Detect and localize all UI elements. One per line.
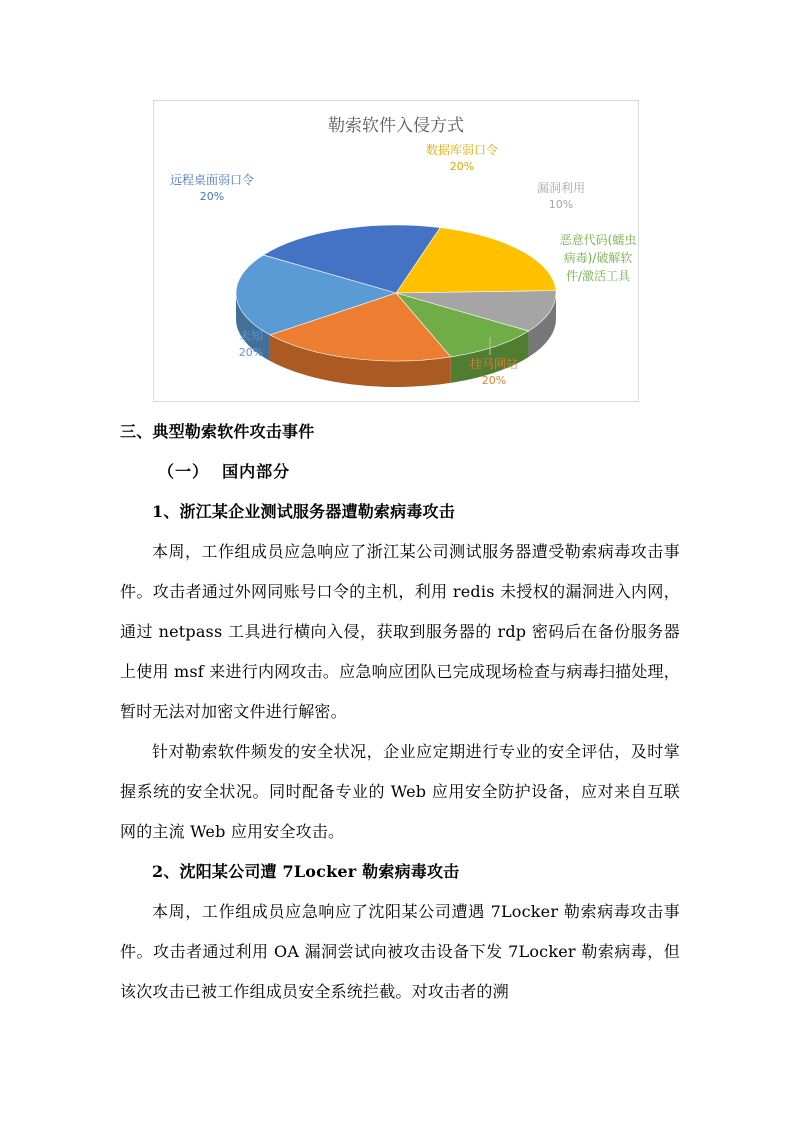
incident1-paragraph-2: 针对勒索软件频发的安全状况，企业应定期进行专业的安全评估，及时掌握系统的安全状况。同时配备专业的 Web 应用安全防护设备，应对来自互联网的主流 Web 应用安全攻击。 (120, 742, 680, 841)
label-text: 漏洞利用 (536, 181, 585, 195)
chart-title: 勒索软件入侵方式 (328, 116, 464, 136)
incident1-title: 1、浙江某企业测试服务器遭勒索病毒攻击 (152, 502, 455, 521)
label-text: 未知 (238, 329, 263, 343)
incident2-paragraph-1: 本周，工作组成员应急响应了沈阳某公司遭遇 7Locker 勒索病毒攻击事件。攻击者通过利用 OA 漏洞尝试向被攻击设备下发 7Locker 勒索病毒，但该次攻击已被工作组成员安全系统拦截。对攻击者的溯 (120, 902, 680, 1001)
label-text: 远程桌面弱口令 (169, 173, 254, 187)
label-text: 挂马网站 (469, 357, 518, 371)
label-rdp-weak-password (162, 171, 262, 205)
label-db-weak-password (407, 141, 517, 175)
label-pct: 20% (481, 374, 507, 387)
incident1-paragraph-1: 本周，工作组成员应急响应了浙江某公司测试服务器遭受勒索病毒攻击事件。攻击者通过外网同账号口令的主机，利用 redis 未授权的漏洞进入内网，通过 netpass 工具进行横向入侵，获取到服务器的 rdp 密码后在备份服务器上使用 msf 来进行内网攻击。应急响应团队已完成现场检查与病毒扫描处理，暂时无法对加密文件进行解密。 (120, 542, 680, 721)
label-malware (556, 231, 640, 285)
pie-chart (153, 100, 639, 402)
label-pct: 20% (449, 160, 475, 173)
label-text: 恶意代码(蠕虫病毒)/破解软件/激活工具 (559, 233, 637, 283)
label-hijacked-site (454, 355, 534, 389)
label-pct: 20% (238, 346, 264, 359)
subsection-heading: （一） 国内部分 (158, 462, 291, 481)
label-pct: 10% (548, 198, 574, 211)
label-text: 数据库弱口令 (425, 143, 498, 157)
label-pct: 20% (199, 190, 225, 203)
label-vuln-exploit (526, 179, 596, 213)
label-unknown (224, 327, 278, 361)
incident2-title: 2、沈阳某公司遭 7Locker 勒索病毒攻击 (152, 862, 460, 881)
section-heading: 三、典型勒索软件攻击事件 (120, 422, 315, 441)
document-body (120, 412, 680, 1012)
